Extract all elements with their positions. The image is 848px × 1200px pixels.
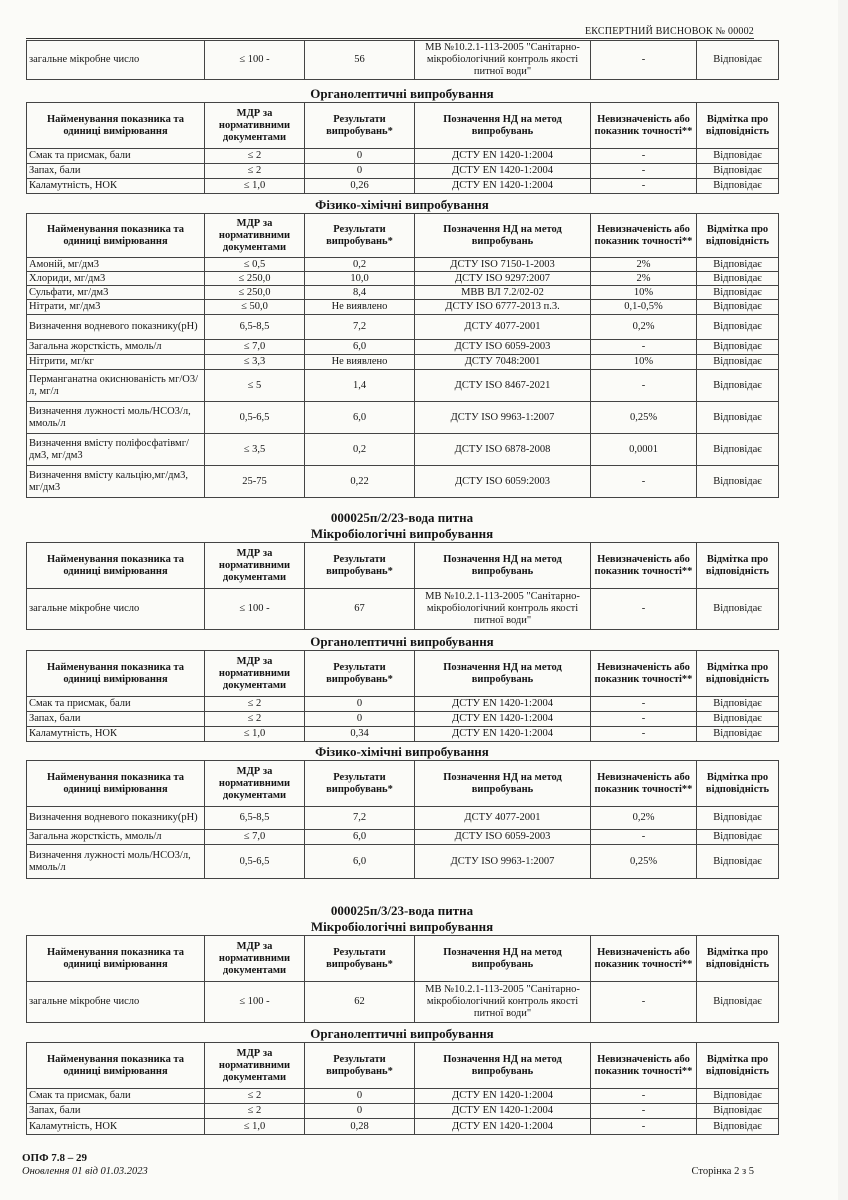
column-header: Відмітка про відповідність — [697, 1043, 779, 1089]
table-cell: ДСТУ ISO 6059-2003 — [415, 830, 591, 845]
form-code: ОПФ 7.8 – 29 — [22, 1152, 88, 1164]
table-cell: МВ №10.2.1-113-2005 "Санітарно-мікробіологічний контроль якості питної води" — [415, 589, 591, 630]
table-cell: ДСТУ 4077-2001 — [415, 807, 591, 830]
table-cell: ≤ 2 — [205, 149, 305, 164]
table-cell: 0,1-0,5% — [591, 300, 697, 315]
table-cell: 10% — [591, 355, 697, 370]
table-cell: Загальна жорсткість, ммоль/л — [27, 340, 205, 355]
table-cell: 0,0001 — [591, 434, 697, 466]
table-cell: Нітрити, мг/кг — [27, 355, 205, 370]
table-row — [27, 712, 779, 727]
column-header: Відмітка про відповідність — [697, 761, 779, 807]
table-cell: 0,2 — [305, 258, 415, 272]
column-header: Найменування показника та одиниці вимірювання — [27, 543, 205, 589]
table-row — [27, 830, 779, 845]
table-cell: Смак та присмак, бали — [27, 1089, 205, 1104]
table-cell: 0,2% — [591, 315, 697, 340]
table-cell: ≤ 7,0 — [205, 340, 305, 355]
table-cell: Нітрати, мг/дм3 — [27, 300, 205, 315]
table-cell: Відповідає — [697, 164, 779, 179]
table-cell: ≤ 250,0 — [205, 286, 305, 300]
table-row — [27, 727, 779, 742]
table-row — [27, 982, 779, 1023]
table-row — [27, 370, 779, 402]
table-row — [27, 300, 779, 315]
table-cell: 0 — [305, 1089, 415, 1104]
table-cell: ≤ 5 — [205, 370, 305, 402]
table-cell: загальне мікробне число — [27, 41, 205, 80]
results-table — [26, 760, 779, 879]
table-cell: Хлориди, мг/дм3 — [27, 272, 205, 286]
table-cell: ≤ 2 — [205, 697, 305, 712]
column-header: МДР за нормативними документами — [205, 543, 305, 589]
table-cell: Відповідає — [697, 41, 779, 80]
table-cell: Відповідає — [697, 340, 779, 355]
table-cell: Відповідає — [697, 845, 779, 879]
table-cell: ≤ 2 — [205, 1104, 305, 1119]
table-cell: Відповідає — [697, 272, 779, 286]
table-row — [27, 434, 779, 466]
table-cell: Запах, бали — [27, 164, 205, 179]
column-header: Невизначеність або показник точності** — [591, 651, 697, 697]
table-cell: ДСТУ EN 1420-1:2004 — [415, 164, 591, 179]
column-header: Невизначеність або показник точності** — [591, 214, 697, 258]
table-row — [27, 466, 779, 498]
table-cell: 0,22 — [305, 466, 415, 498]
column-header: Результати випробувань* — [305, 651, 415, 697]
table-row — [27, 149, 779, 164]
table-cell: ≤ 0,5 — [205, 258, 305, 272]
column-header: Невизначеність або показник точності** — [591, 761, 697, 807]
table-cell: Каламутність, НОК — [27, 1119, 205, 1135]
table-cell: Відповідає — [697, 466, 779, 498]
column-header: Найменування показника та одиниці вимірювання — [27, 651, 205, 697]
column-header: Невизначеність або показник точності** — [591, 936, 697, 982]
column-header: Результати випробувань* — [305, 103, 415, 149]
column-header: Результати випробувань* — [305, 761, 415, 807]
table-cell: ≤ 100 - — [205, 982, 305, 1023]
table-cell: - — [591, 727, 697, 742]
table-row — [27, 1119, 779, 1135]
table-cell: 1,4 — [305, 370, 415, 402]
table-cell: - — [591, 164, 697, 179]
table-cell: 0,5-6,5 — [205, 845, 305, 879]
table-cell: Визначення лужності моль/НСО3/л, ммоль/л — [27, 402, 205, 434]
table-cell: 6,0 — [305, 830, 415, 845]
column-header: Відмітка про відповідність — [697, 103, 779, 149]
table-cell: Не виявлено — [305, 300, 415, 315]
table-row — [27, 1089, 779, 1104]
table-row — [27, 807, 779, 830]
results-table — [26, 213, 779, 498]
table-cell: 0,2 — [305, 434, 415, 466]
section-title-sample-2: 000025п/2/23-вода питна — [330, 510, 474, 525]
column-header: МДР за нормативними документами — [205, 761, 305, 807]
column-header: Позначення НД на метод випробувань — [415, 543, 591, 589]
table-row — [27, 286, 779, 300]
table-cell: 7,2 — [305, 315, 415, 340]
table-cell: 0,5-6,5 — [205, 402, 305, 434]
table-cell: Перманганатна окиснюваність мг/О3/л, мг/л — [27, 370, 205, 402]
table-cell: 0,2% — [591, 807, 697, 830]
column-header: Відмітка про відповідність — [697, 651, 779, 697]
table-cell: 0 — [305, 1104, 415, 1119]
table-cell: Відповідає — [697, 258, 779, 272]
table-cell: Смак та присмак, бали — [27, 697, 205, 712]
column-header: Найменування показника та одиниці вимірювання — [27, 936, 205, 982]
table-cell: Відповідає — [697, 982, 779, 1023]
table-cell: Відповідає — [697, 589, 779, 630]
table-cell: - — [591, 340, 697, 355]
column-header: Результати випробувань* — [305, 543, 415, 589]
column-header: Найменування показника та одиниці вимірювання — [27, 214, 205, 258]
table-cell: 8,4 — [305, 286, 415, 300]
column-header: Результати випробувань* — [305, 936, 415, 982]
table-cell: 0,26 — [305, 179, 415, 194]
table-cell: 25-75 — [205, 466, 305, 498]
results-table — [26, 650, 779, 742]
table-cell: 6,0 — [305, 845, 415, 879]
table-cell: 0 — [305, 149, 415, 164]
table-cell: 67 — [305, 589, 415, 630]
table-cell: ≤ 2 — [205, 1089, 305, 1104]
table-cell: ДСТУ 7048:2001 — [415, 355, 591, 370]
table-cell: ДСТУ EN 1420-1:2004 — [415, 712, 591, 727]
table-cell: 0,28 — [305, 1119, 415, 1135]
table-cell: 0 — [305, 712, 415, 727]
table-cell: Визначення вмісту поліфосфатівмг/дм3, мг/дм3 — [27, 434, 205, 466]
table-cell: 0,25% — [591, 845, 697, 879]
table-cell: ДСТУ EN 1420-1:2004 — [415, 697, 591, 712]
table-cell: 6,5-8,5 — [205, 807, 305, 830]
table-row — [27, 697, 779, 712]
section-heading: Органолептичні випробування — [310, 1026, 494, 1041]
section-title-sample-3: 000025п/3/23-вода питна — [330, 903, 474, 918]
table-cell: Відповідає — [697, 355, 779, 370]
column-header: Найменування показника та одиниці вимірювання — [27, 1043, 205, 1089]
table-cell: - — [591, 370, 697, 402]
table-cell: ≤ 100 - — [205, 589, 305, 630]
table-cell: 0 — [305, 164, 415, 179]
column-header: Відмітка про відповідність — [697, 936, 779, 982]
table-cell: Загальна жорсткість, ммоль/л — [27, 830, 205, 845]
table-cell: Визначення вмісту кальцію,мг/дм3, мг/дм3 — [27, 466, 205, 498]
table-header-row — [27, 103, 779, 149]
table-cell: Відповідає — [697, 807, 779, 830]
table-cell: 62 — [305, 982, 415, 1023]
table-cell: ДСТУ EN 1420-1:2004 — [415, 149, 591, 164]
results-table — [26, 935, 779, 1023]
table-cell: МВ №10.2.1-113-2005 "Санітарно-мікробіологічний контроль якості питної води" — [415, 41, 591, 80]
table-cell: - — [591, 830, 697, 845]
table-cell: 0,34 — [305, 727, 415, 742]
table-cell: Запах, бали — [27, 712, 205, 727]
table-cell: Визначення водневого показнику(pH) — [27, 807, 205, 830]
section-heading: Органолептичні випробування — [310, 634, 494, 649]
document-header: ЕКСПЕРТНИЙ ВИСНОВОК № 00002 — [585, 26, 754, 37]
table-cell: ДСТУ ISO 9963-1:2007 — [415, 402, 591, 434]
table-cell: ДСТУ ISO 6059:2003 — [415, 466, 591, 498]
table-cell: Відповідає — [697, 179, 779, 194]
table-cell: - — [591, 1089, 697, 1104]
table-cell: 7,2 — [305, 807, 415, 830]
table-row — [27, 1104, 779, 1119]
table-cell: 10% — [591, 286, 697, 300]
table-cell: ≤ 1,0 — [205, 1119, 305, 1135]
table-header-row — [27, 761, 779, 807]
table-cell: Не виявлено — [305, 355, 415, 370]
table-row — [27, 164, 779, 179]
column-header: Позначення НД на метод випробувань — [415, 1043, 591, 1089]
table-cell: - — [591, 589, 697, 630]
table-row — [27, 355, 779, 370]
table-row — [27, 179, 779, 194]
table-cell: ≤ 250,0 — [205, 272, 305, 286]
table-cell: Смак та присмак, бали — [27, 149, 205, 164]
header-rule — [26, 38, 754, 39]
column-header: Найменування показника та одиниці вимірювання — [27, 761, 205, 807]
table-cell: - — [591, 466, 697, 498]
table-cell: 2% — [591, 258, 697, 272]
section-heading: Фізико-хімічні випробування — [315, 744, 489, 759]
table-cell: Визначення водневого показнику(pH) — [27, 315, 205, 340]
table-header-row — [27, 651, 779, 697]
table-cell: Відповідає — [697, 434, 779, 466]
table-cell: Відповідає — [697, 300, 779, 315]
table-cell: 56 — [305, 41, 415, 80]
table-row — [27, 589, 779, 630]
table-cell: ДСТУ ISO 9963-1:2007 — [415, 845, 591, 879]
table-cell: Відповідає — [697, 1119, 779, 1135]
table-cell: ДСТУ 4077-2001 — [415, 315, 591, 340]
table-cell: - — [591, 179, 697, 194]
table-cell: МВ №10.2.1-113-2005 "Санітарно-мікробіологічний контроль якості питної води" — [415, 982, 591, 1023]
column-header: Позначення НД на метод випробувань — [415, 103, 591, 149]
table-cell: загальне мікробне число — [27, 589, 205, 630]
column-header: МДР за нормативними документами — [205, 103, 305, 149]
results-table — [26, 542, 779, 630]
table-header-row — [27, 936, 779, 982]
column-header: Позначення НД на метод випробувань — [415, 761, 591, 807]
table-cell: 6,0 — [305, 402, 415, 434]
table-cell: МВВ ВЛ 7.2/02-02 — [415, 286, 591, 300]
table-cell: ДСТУ EN 1420-1:2004 — [415, 1104, 591, 1119]
table-cell: - — [591, 712, 697, 727]
table-cell: 6,5-8,5 — [205, 315, 305, 340]
table-cell: Запах, бали — [27, 1104, 205, 1119]
table-cell: ДСТУ ISO 6059-2003 — [415, 340, 591, 355]
table-cell: - — [591, 697, 697, 712]
table-cell: - — [591, 41, 697, 80]
table-cell: Каламутність, НОК — [27, 179, 205, 194]
section-heading: Мікробіологічні випробування — [310, 919, 494, 934]
column-header: МДР за нормативними документами — [205, 1043, 305, 1089]
table-cell: ДСТУ EN 1420-1:2004 — [415, 1089, 591, 1104]
column-header: Позначення НД на метод випробувань — [415, 651, 591, 697]
table-cell: ≤ 3,5 — [205, 434, 305, 466]
column-header: Відмітка про відповідність — [697, 543, 779, 589]
table-cell: Відповідає — [697, 149, 779, 164]
table-cell: ≤ 7,0 — [205, 830, 305, 845]
table-cell: Відповідає — [697, 697, 779, 712]
table-cell: Відповідає — [697, 712, 779, 727]
column-header: Позначення НД на метод випробувань — [415, 936, 591, 982]
table-cell: ≤ 1,0 — [205, 179, 305, 194]
revision-note: Оновлення 01 від 01.03.2023 — [22, 1166, 148, 1177]
table-cell: - — [591, 1119, 697, 1135]
table-cell: Відповідає — [697, 1089, 779, 1104]
table-cell: - — [591, 149, 697, 164]
table-cell: Відповідає — [697, 1104, 779, 1119]
table-cell: Каламутність, НОК — [27, 727, 205, 742]
table-cell: Відповідає — [697, 286, 779, 300]
table-cell: - — [591, 982, 697, 1023]
table-cell: Сульфати, мг/дм3 — [27, 286, 205, 300]
table-cell: Відповідає — [697, 830, 779, 845]
table-cell: ДСТУ ISO 8467-2021 — [415, 370, 591, 402]
table-row — [27, 258, 779, 272]
table-cell: Амоній, мг/дм3 — [27, 258, 205, 272]
table-header-row — [27, 543, 779, 589]
column-header: Результати випробувань* — [305, 214, 415, 258]
table-cell: ≤ 3,3 — [205, 355, 305, 370]
section-heading: Мікробіологічні випробування — [310, 526, 494, 541]
table-row — [27, 402, 779, 434]
column-header: МДР за нормативними документами — [205, 214, 305, 258]
section-heading: Органолептичні випробування — [310, 86, 494, 101]
table-row — [27, 315, 779, 340]
table-cell: - — [591, 1104, 697, 1119]
results-table — [26, 40, 779, 80]
column-header: Невизначеність або показник точності** — [591, 1043, 697, 1089]
table-cell: ≤ 1,0 — [205, 727, 305, 742]
column-header: Невизначеність або показник точності** — [591, 103, 697, 149]
results-table — [26, 102, 779, 194]
table-cell: ≤ 2 — [205, 164, 305, 179]
table-cell: ≤ 2 — [205, 712, 305, 727]
table-cell: ДСТУ EN 1420-1:2004 — [415, 179, 591, 194]
table-cell: ДСТУ EN 1420-1:2004 — [415, 1119, 591, 1135]
table-cell: 0,25% — [591, 402, 697, 434]
table-cell: Відповідає — [697, 370, 779, 402]
table-cell: 6,0 — [305, 340, 415, 355]
table-cell: Відповідає — [697, 402, 779, 434]
table-cell: ДСТУ ISO 6878-2008 — [415, 434, 591, 466]
column-header: Відмітка про відповідність — [697, 214, 779, 258]
table-row — [27, 340, 779, 355]
table-cell: ДСТУ ISO 9297:2007 — [415, 272, 591, 286]
table-cell: загальне мікробне число — [27, 982, 205, 1023]
table-cell: ≤ 100 - — [205, 41, 305, 80]
table-header-row — [27, 1043, 779, 1089]
results-table — [26, 1042, 779, 1135]
column-header: Позначення НД на метод випробувань — [415, 214, 591, 258]
table-row — [27, 845, 779, 879]
table-cell: ДСТУ ISO 7150-1-2003 — [415, 258, 591, 272]
page-number: Сторінка 2 з 5 — [691, 1166, 754, 1177]
table-cell: 2% — [591, 272, 697, 286]
table-cell: ДСТУ EN 1420-1:2004 — [415, 727, 591, 742]
table-cell: ≤ 50,0 — [205, 300, 305, 315]
column-header: Результати випробувань* — [305, 1043, 415, 1089]
table-cell: 0 — [305, 697, 415, 712]
table-cell: 10,0 — [305, 272, 415, 286]
table-row — [27, 41, 779, 80]
table-cell: Відповідає — [697, 727, 779, 742]
column-header: Найменування показника та одиниці вимірювання — [27, 103, 205, 149]
column-header: Невизначеність або показник точності** — [591, 543, 697, 589]
table-header-row — [27, 214, 779, 258]
table-cell: Відповідає — [697, 315, 779, 340]
table-cell: ДСТУ ISO 6777-2013 п.3. — [415, 300, 591, 315]
column-header: МДР за нормативними документами — [205, 651, 305, 697]
table-cell: Визначення лужності моль/НСО3/л, ммоль/л — [27, 845, 205, 879]
section-heading: Фізико-хімічні випробування — [315, 197, 489, 212]
table-row — [27, 272, 779, 286]
column-header: МДР за нормативними документами — [205, 936, 305, 982]
